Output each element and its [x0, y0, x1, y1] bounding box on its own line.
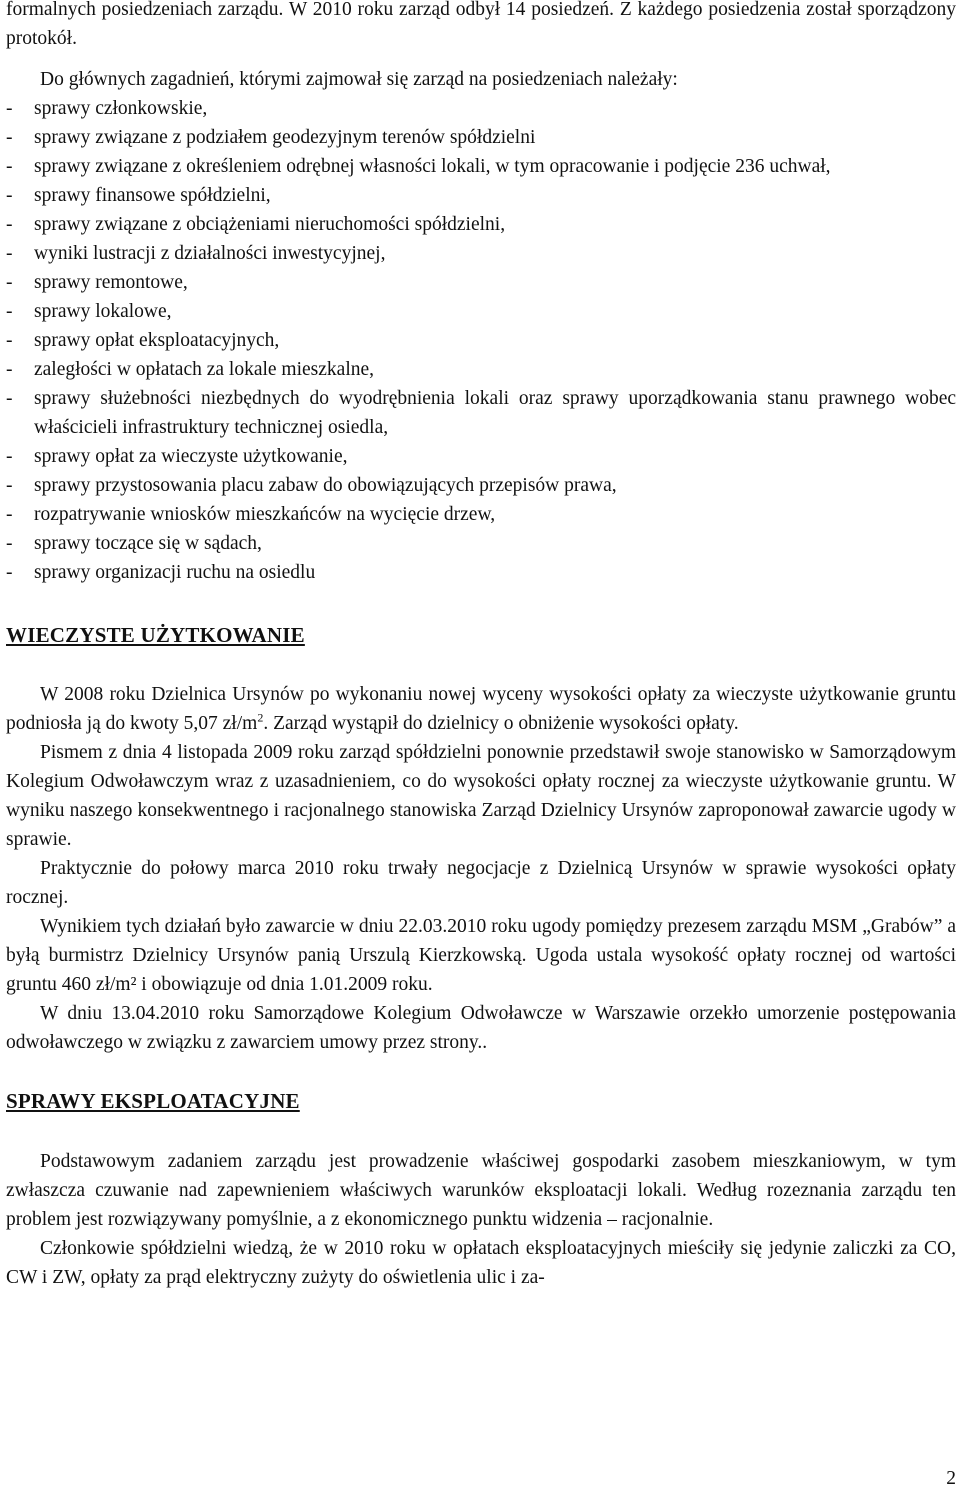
- topics-intro-paragraph: Do głównych zagadnień, którymi zajmował się zarząd na posiedzeniach należały:: [40, 69, 678, 90]
- list-item-text: zaległości w opłatach za lokale mieszkalne,: [34, 359, 375, 380]
- list-item: [6, 123, 956, 152]
- list-dash: -: [6, 185, 13, 206]
- list-item: [6, 326, 956, 355]
- list-dash: -: [6, 446, 13, 467]
- list-item: [6, 268, 956, 297]
- list-item-text: rozpatrywanie wniosków mieszkańców na wycięcie drzew,: [34, 504, 496, 525]
- list-dash: -: [6, 562, 13, 583]
- list-item-text: sprawy organizacji ruchu na osiedlu: [34, 562, 316, 583]
- list-item-text: sprawy związane z określeniem odrębnej własności lokali, w tym opracowanie i podjęcie 236 uchwał,: [34, 156, 831, 177]
- list-dash: -: [6, 243, 13, 264]
- list-item-text: sprawy toczące się w sądach,: [34, 533, 262, 554]
- list-item-text: sprawy związane z obciążeniami nieruchomości spółdzielni,: [34, 214, 506, 235]
- list-item: [6, 152, 956, 181]
- section-heading-eksploatacyjne: SPRAWY EKSPLOATACYJNE: [6, 1089, 300, 1113]
- list-item: [6, 239, 956, 268]
- intro-paragraph: formalnych posiedzeniach zarządu. W 2010 roku zarząd odbył 14 posiedzeń. Z każdego posiedzenia został sporządzony protokół.: [6, 0, 956, 49]
- list-dash: -: [6, 214, 13, 235]
- list-item: [6, 471, 956, 500]
- list-dash: -: [6, 533, 13, 554]
- list-item-text: sprawy remontowe,: [34, 272, 188, 293]
- list-item-text: sprawy służebności niezbędnych do wyodrębnienia lokali oraz sprawy uporządkowania stanu prawnego wobec właścicieli infrastruktury technicznej osiedla,: [34, 388, 956, 438]
- list-item-text: sprawy opłat za wieczyste użytkowanie,: [34, 446, 348, 467]
- wieczyste-p1-text: W 2008 roku Dzielnica Ursynów po wykonaniu nowej wyceny wysokości opłaty za wieczyste użytkowanie gruntu podniosła ją do kwoty 5,07 zł/m: [6, 684, 956, 734]
- list-item: [6, 442, 956, 471]
- wieczyste-paragraph-1: [6, 680, 956, 738]
- list-item: [6, 297, 956, 326]
- wieczyste-paragraph-3: Praktycznie do połowy marca 2010 roku trwały negocjacje z Dzielnicą Ursynów w sprawie wysokości opłaty rocznej.: [6, 858, 956, 908]
- document-page: [6, 0, 956, 1292]
- list-dash: -: [6, 127, 13, 148]
- list-item: [6, 181, 956, 210]
- page-number: 2: [946, 1468, 956, 1489]
- list-dash: -: [6, 98, 13, 119]
- list-dash: -: [6, 359, 13, 380]
- list-item: [6, 94, 956, 123]
- list-item: [6, 529, 956, 558]
- list-item: [6, 210, 956, 239]
- list-dash: -: [6, 156, 13, 177]
- wieczyste-paragraph-5: W dniu 13.04.2010 roku Samorządowe Kolegium Odwoławcze w Warszawie orzekło umorzenie postępowania odwoławczego w związku z zawarciem umowy przez strony..: [6, 1003, 956, 1053]
- list-item-text: sprawy lokalowe,: [34, 301, 172, 322]
- section-heading-wieczyste: WIECZYSTE UŻYTKOWANIE: [6, 623, 305, 647]
- list-dash: -: [6, 301, 13, 322]
- list-item: [6, 500, 956, 529]
- wieczyste-paragraph-4: Wynikiem tych działań było zawarcie w dniu 22.03.2010 roku ugody pomiędzy prezesem zarządu MSM „Grabów” a byłą burmistrz Dzielnicy Ursynów panią Urszulą Kierzkowską. Ugoda ustala wysokość opłaty rocznej od wartości gruntu 460 zł/m² i obowiązuje od dnia 1.01.2009 roku.: [6, 916, 956, 995]
- topics-list: [6, 94, 956, 587]
- eksploatacyjne-paragraph-1: Podstawowym zadaniem zarządu jest prowadzenie właściwej gospodarki zasobem mieszkaniowym, w tym zwłaszcza czuwanie nad zapewnieniem właściwych warunków eksploatacji lokali. Według rozeznania zarządu ten problem jest rozwiązywany pomyślnie, a z ekonomicznego punktu widzenia – racjonalnie.: [6, 1151, 956, 1230]
- list-dash: -: [6, 272, 13, 293]
- list-item-text: sprawy finansowe spółdzielni,: [34, 185, 271, 206]
- list-dash: -: [6, 330, 13, 351]
- list-item-text: sprawy opłat eksploatacyjnych,: [34, 330, 280, 351]
- list-item: [6, 558, 956, 587]
- list-dash: -: [6, 504, 13, 525]
- list-item: [6, 384, 956, 442]
- list-dash: -: [6, 475, 13, 496]
- eksploatacyjne-paragraph-2: Członkowie spółdzielni wiedzą, że w 2010 roku w opłatach eksploatacyjnych mieściły się jedynie zaliczki za CO, CW i ZW, opłaty za prąd elektryczny zużyty do oświetlenia ulic i za-: [6, 1238, 956, 1288]
- list-item-text: sprawy przystosowania placu zabaw do obowiązujących przepisów prawa,: [34, 475, 617, 496]
- list-item-text: wyniki lustracji z działalności inwestycyjnej,: [34, 243, 386, 264]
- wieczyste-p1-text-end: . Zarząd wystąpił do dzielnicy o obniżenie wysokości opłaty.: [263, 713, 739, 734]
- superscript-2: 2: [257, 710, 264, 725]
- wieczyste-paragraph-2: Pismem z dnia 4 listopada 2009 roku zarząd spółdzielni ponownie przedstawił swoje stanowisko w Samorządowym Kolegium Odwoławczym wraz z uzasadnieniem, co do wysokości opłaty rocznej za wieczyste użytkowanie gruntu. W wyniku naszego konsekwentnego i racjonalnego stanowiska Zarząd Dzielnicy Ursynów zaproponował zawarcie ugody w sprawie.: [6, 742, 956, 850]
- list-item: [6, 355, 956, 384]
- list-item-text: sprawy członkowskie,: [34, 98, 208, 119]
- list-item-text: sprawy związane z podziałem geodezyjnym terenów spółdzielni: [34, 127, 536, 148]
- list-dash: -: [6, 388, 13, 409]
